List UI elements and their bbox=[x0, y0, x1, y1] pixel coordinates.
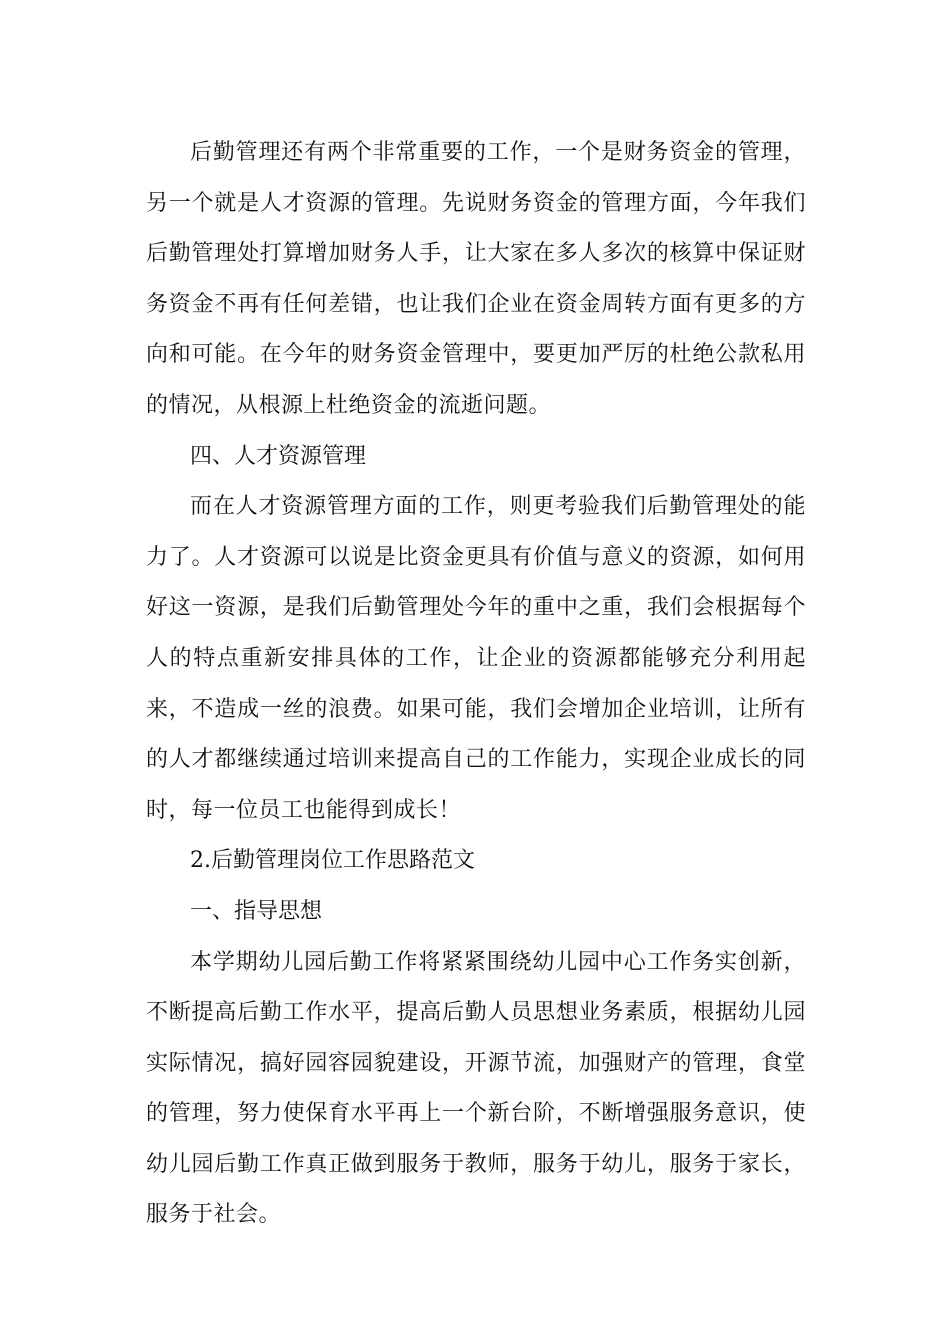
section-heading-guiding-ideology: 一、指导思想 bbox=[190, 898, 323, 924]
paragraph-guiding-ideology: 本学期幼儿园后勤工作将紧紧围绕幼儿园中心工作务实创新，不断提高后勤工作水平，提高后勤人员思想业务素质，根据幼儿园实际情况，搞好园容园貌建设，开源节流，加强财产的管理，食堂的管理，努力使保育水平再上一个新台阶，不断增强服务意识，使幼儿园后勤工作真正做到服务于教师，服务于幼儿，服务于家长，服务于社会。 bbox=[146, 949, 806, 1228]
section-heading-logistics-work-ideas: 2.后勤管理岗位工作思路范文 bbox=[190, 848, 475, 874]
section-heading-talent-management: 四、人才资源管理 bbox=[190, 443, 367, 469]
document-page bbox=[146, 128, 806, 1241]
paragraph-talent-management: 而在人才资源管理方面的工作，则更考验我们后勤管理处的能力了。人才资源可以说是比资金更具有价值与意义的资源，如何用好这一资源，是我们后勤管理处今年的重中之重，我们会根据每个人的特点重新安排具体的工作，让企业的资源都能够充分利用起来，不造成一丝的浪费。如果可能，我们会增加企业培训，让所有的人才都继续通过培训来提高自己的工作能力，实现企业成长的同时，每一位员工也能得到成长！ bbox=[146, 494, 806, 823]
paragraph-finance-management: 后勤管理还有两个非常重要的工作，一个是财务资金的管理，另一个就是人才资源的管理。先说财务资金的管理方面，今年我们后勤管理处打算增加财务人手，让大家在多人多次的核算中保证财务资金不再有任何差错，也让我们企业在资金周转方面有更多的方向和可能。在今年的财务资金管理中，要更加严厉的杜绝公款私用的情况，从根源上杜绝资金的流逝问题。 bbox=[146, 140, 806, 418]
